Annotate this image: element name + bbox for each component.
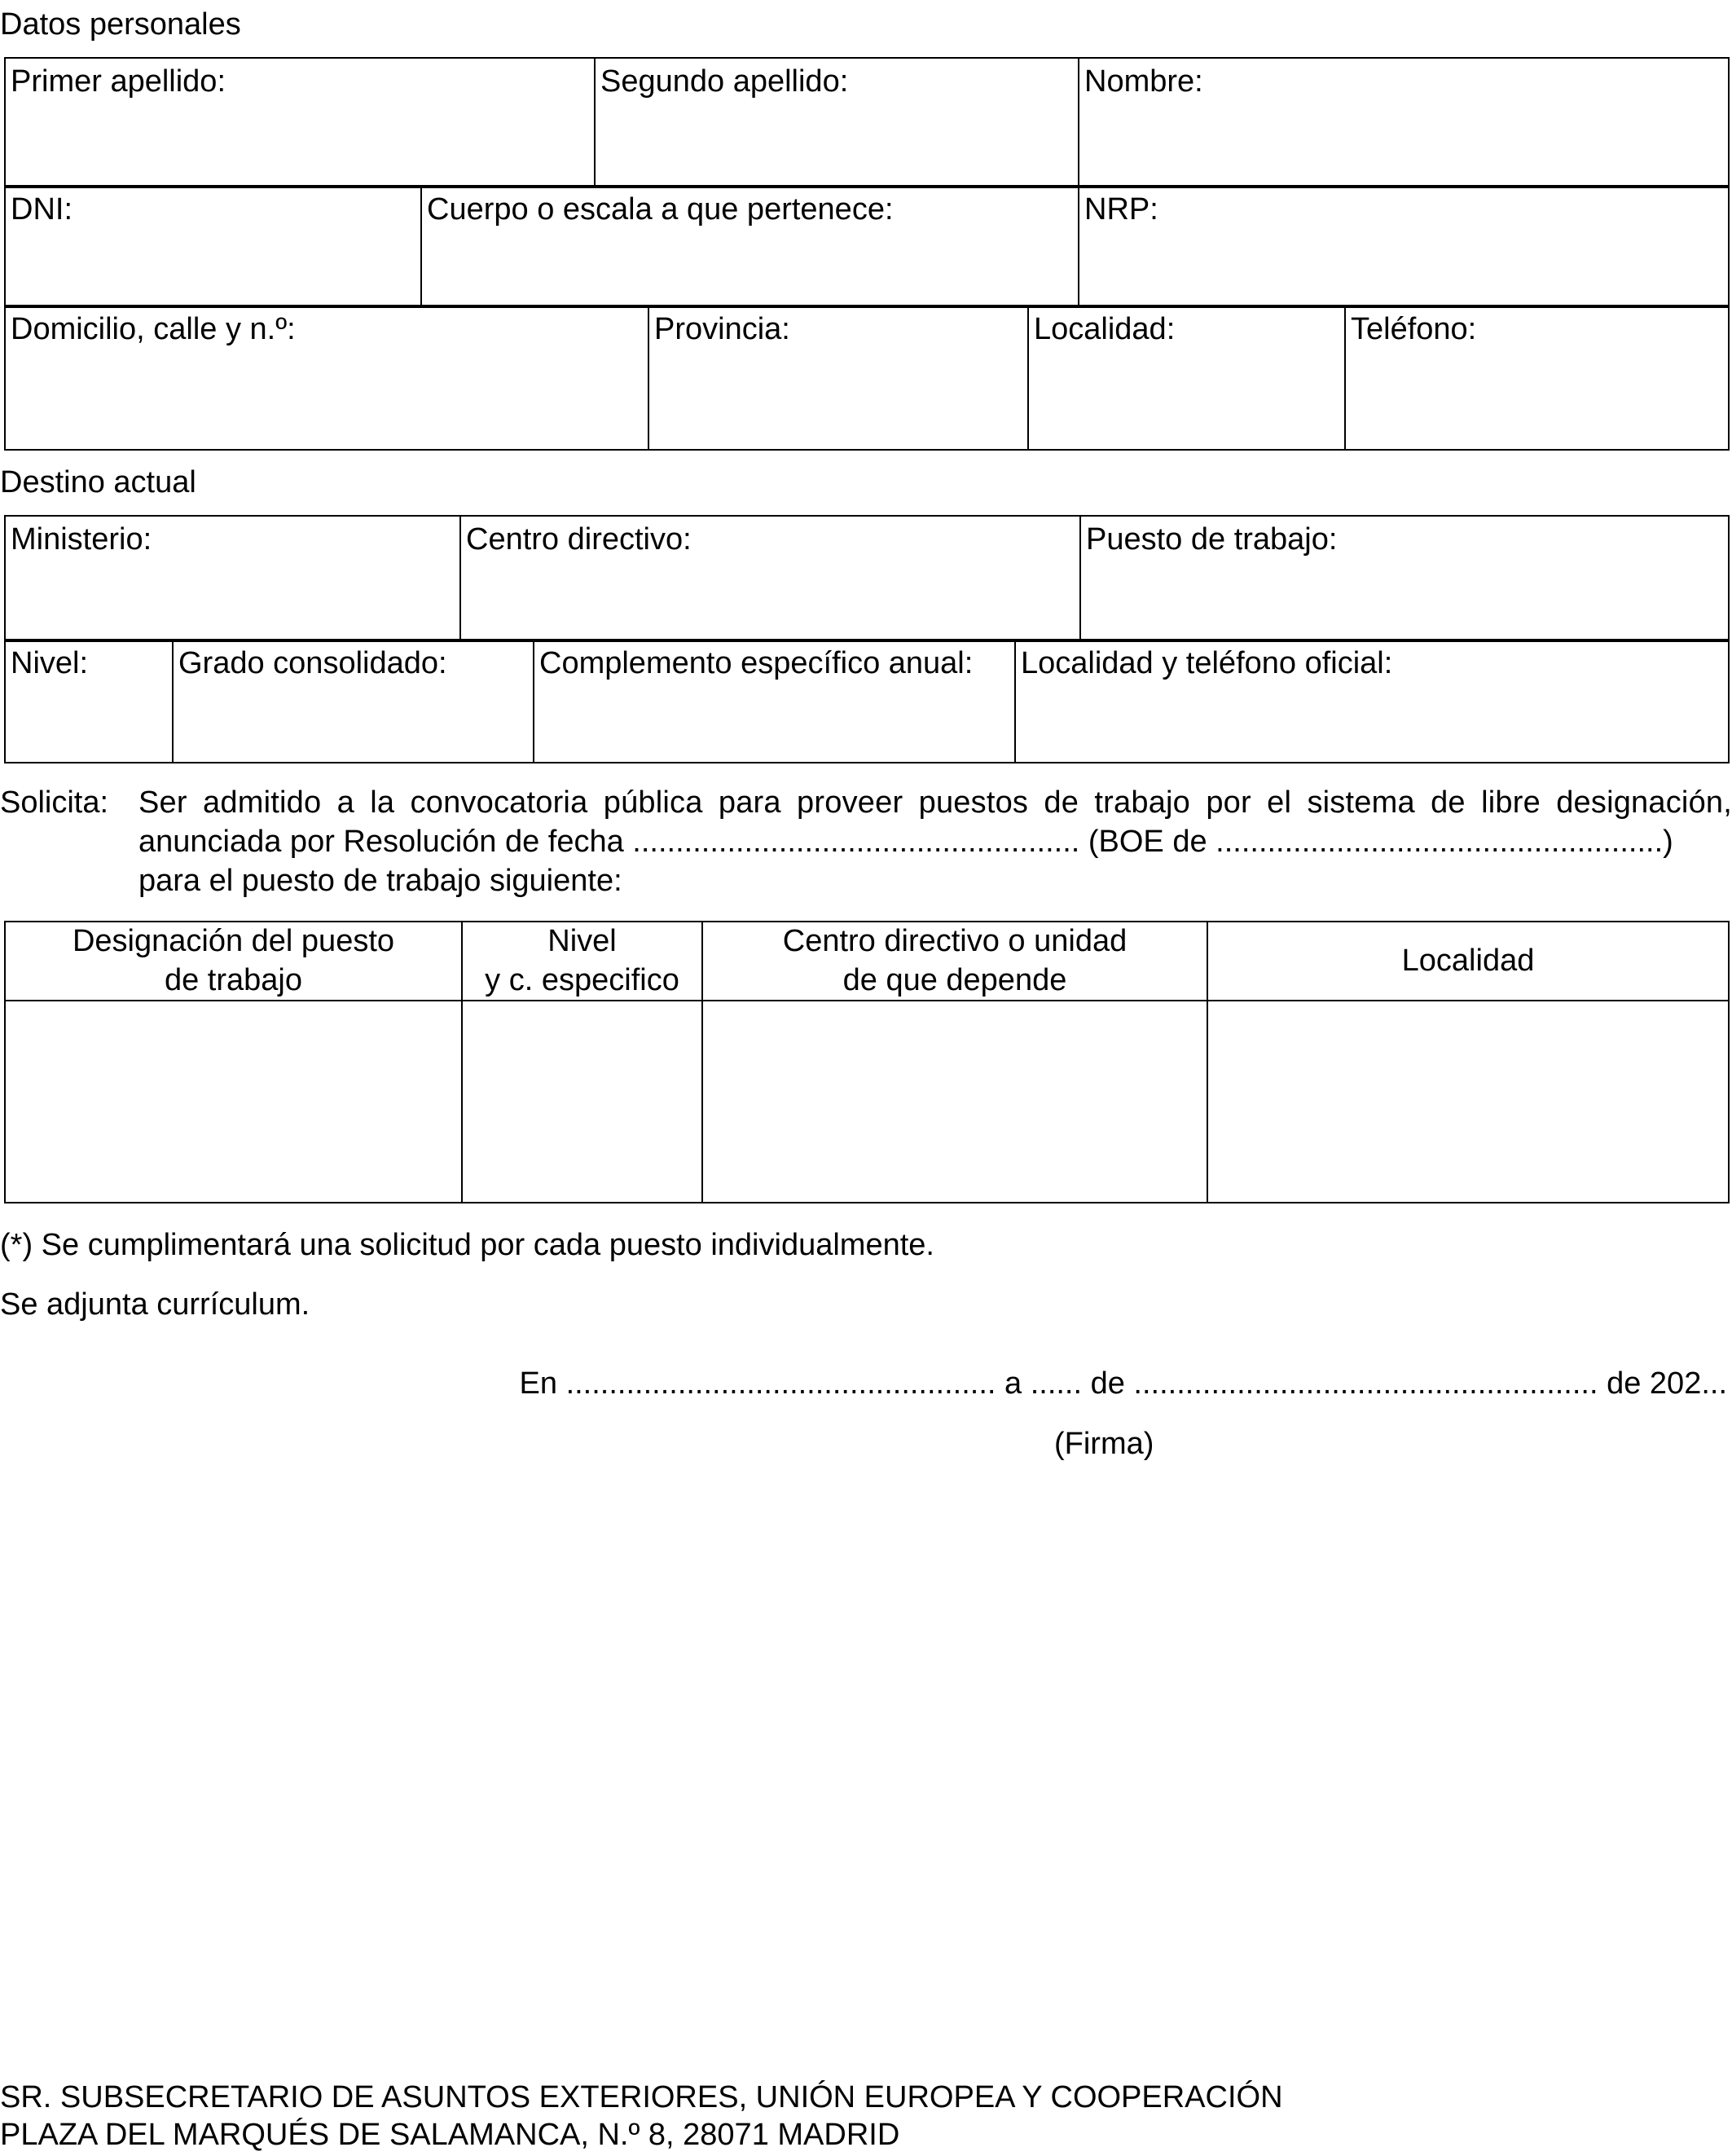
puesto-trabajo-field[interactable] [1080, 516, 1729, 641]
nombre-field[interactable] [1079, 58, 1729, 187]
solicita-line-2: anunciada por Resolución de fecha .................................................... (BOE de ....................................................) [138, 825, 1673, 859]
localidad-telefono-oficial-label: Localidad y teléfono oficial: [1021, 646, 1393, 680]
destino-row2 [4, 639, 1730, 763]
solicita-line-1: Ser admitido a la convocatoria pública para proveer puestos de trabajo por el sistema de libre designación, [138, 785, 1732, 820]
nombre-label: Nombre: [1084, 64, 1203, 99]
complemento-especifico-field[interactable] [534, 640, 1015, 763]
puestos-table [4, 921, 1730, 1203]
nrp-label: NRP: [1084, 192, 1158, 227]
header-centro-directivo: Centro directivo o unidad de que depende [702, 922, 1207, 1001]
localidad-cell[interactable] [1207, 1001, 1729, 1203]
telefono-field[interactable] [1345, 306, 1729, 450]
designacion-cell[interactable] [5, 1001, 462, 1203]
dni-field[interactable] [5, 186, 421, 307]
domicilio-label: Domicilio, calle y n.º: [11, 312, 296, 346]
centro-directivo-field[interactable] [460, 516, 1080, 641]
table-row [5, 1001, 1729, 1203]
nivel-field[interactable] [5, 640, 173, 763]
header-nivel: Nivel y c. especifico [462, 922, 702, 1001]
nivel-label: Nivel: [11, 646, 89, 680]
destino-row1 [4, 515, 1730, 642]
firma-label: (Firma) [1054, 1427, 1154, 1461]
localidad-label: Localidad: [1034, 312, 1176, 346]
domicilio-field[interactable] [5, 306, 648, 450]
section-heading-destino-actual: Destino actual [0, 465, 196, 499]
dni-label: DNI: [11, 192, 73, 227]
addressee-line-1: SR. SUBSECRETARIO DE ASUNTOS EXTERIORES, UNIÓN EUROPEA Y COOPERACIÓN [0, 2080, 1283, 2114]
localidad-telefono-oficial-field[interactable] [1015, 640, 1729, 763]
datos-personales-row2 [4, 185, 1730, 308]
ministerio-field[interactable] [5, 516, 460, 641]
puesto-trabajo-label: Puesto de trabajo: [1086, 522, 1338, 557]
provincia-field[interactable] [648, 306, 1028, 450]
solicita-label: Solicita: [0, 785, 109, 820]
puestos-table-header [5, 922, 1729, 1001]
cuerpo-escala-field[interactable] [421, 186, 1079, 307]
centro-directivo-label: Centro directivo: [466, 522, 692, 557]
nivel-cell[interactable] [462, 1001, 702, 1203]
nrp-field[interactable] [1079, 186, 1729, 307]
complemento-especifico-label: Complemento específico anual: [539, 646, 974, 680]
addressee-line-2: PLAZA DEL MARQUÉS DE SALAMANCA, N.º 8, 28071 MADRID [0, 2118, 900, 2152]
solicita-line-3: para el puesto de trabajo siguiente: [138, 864, 622, 898]
attachment-text: Se adjunta currículum. [0, 1287, 310, 1322]
segundo-apellido-field[interactable] [595, 58, 1079, 187]
grado-consolidado-field[interactable] [173, 640, 534, 763]
telefono-label: Teléfono: [1351, 312, 1477, 346]
header-localidad: Localidad [1207, 922, 1729, 1001]
solicita-text [138, 783, 1732, 900]
header-designacion: Designación del puesto de trabajo [5, 922, 462, 1001]
segundo-apellido-label: Segundo apellido: [600, 64, 849, 99]
primer-apellido-field[interactable] [5, 58, 595, 187]
cuerpo-escala-label: Cuerpo o escala a que pertenece: [427, 192, 894, 227]
datos-personales-row1 [4, 57, 1730, 188]
ministerio-label: Ministerio: [11, 522, 152, 557]
primer-apellido-label: Primer apellido: [11, 64, 226, 99]
localidad-field[interactable] [1028, 306, 1345, 450]
section-heading-datos-personales: Datos personales [0, 7, 241, 42]
date-line: En .................................................. a ...... de ...................................................... de 202... [519, 1366, 1727, 1401]
centro-directivo-cell[interactable] [702, 1001, 1207, 1203]
note-text: (*) Se cumplimentará una solicitud por cada puesto individualmente. [0, 1228, 934, 1262]
grado-consolidado-label: Grado consolidado: [178, 646, 447, 680]
datos-personales-row3 [4, 305, 1730, 451]
provincia-label: Provincia: [654, 312, 790, 346]
